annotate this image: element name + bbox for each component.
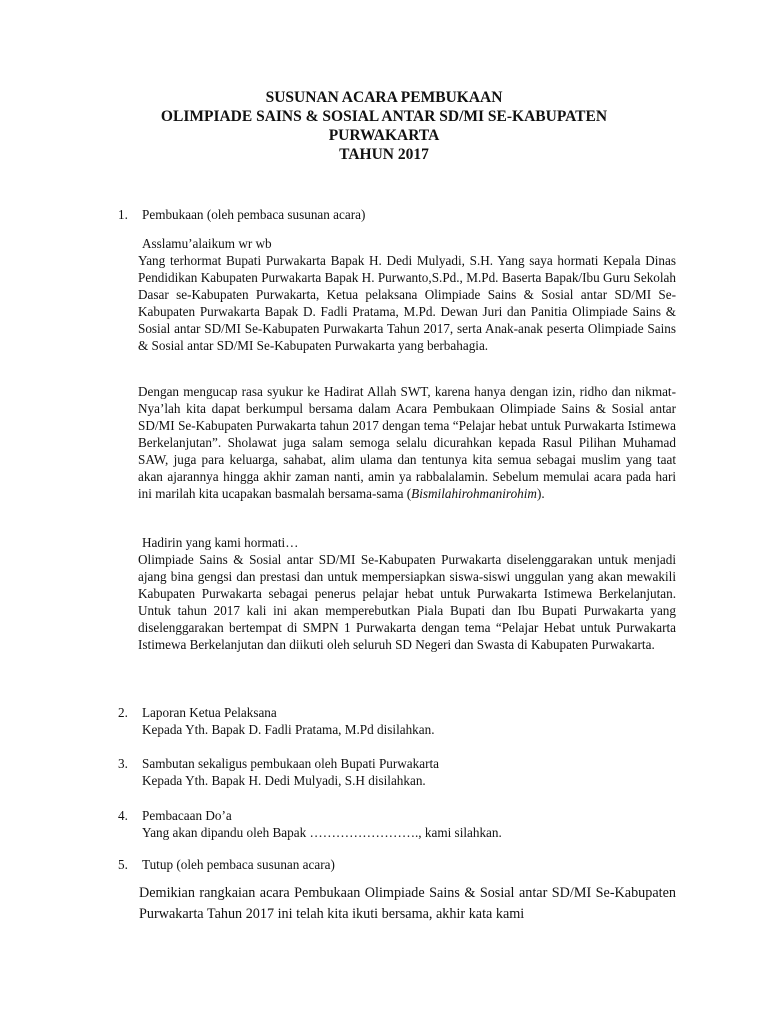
- paragraph-opening-text: Dengan mengucap rasa syukur ke Hadirat Allah SWT, karena hanya dengan izin, ridho dan nikmat-Nya’lah kita dapat berkumpul bersama dalam Acara Pembukaan Olimpiade Sains & Sosial antar SD/MI Se-Kabupaten Purwakarta tahun 2017 dengan tema “Pelajar hebat untuk Purwakarta Istimewa Berkelanjutan”. Sholawat juga salam semoga selalu dicurahkan kepada Rasul Pilihan Muhamad SAW, juga para keluarga, sahabat, alim ulama dan tentunya kita semua sebagai muslim yang taat akan ajarannya hingga akhir zaman nanti, amin ya rabbalalamin. Sebelum memulai acara pada hari ini marilah kita ucapakan basmalah bersama-sama (: [138, 384, 676, 501]
- title-line-4: TAHUN 2017: [339, 146, 429, 163]
- section-heading: Sambutan sekaligus pembukaan oleh Bupati Purwakarta: [142, 756, 440, 771]
- section-number: 1.: [118, 207, 128, 222]
- section-number: 5.: [118, 857, 128, 872]
- paragraph-description: Olimpiade Sains & Sosial antar SD/MI Se-Kabupaten Purwakarta diselenggarakan untuk menjadi ajang bina gengsi dan prestasi dan untuk mempersiapkan siswa-siswi unggulan yang akan mewakili Kabupaten Purwakarta sebagai penerus pelajar hebat untuk Purwakarta Istimewa Berkelanjutan. Untuk tahun 2017 kali ini akan memperebutkan Piala Bupati dan Ibu Bupati Purwakarta yang diselenggarakan bertempat di SMPN 1 Purwakarta dengan tema “Pelajar Hebat untuk Purwakarta Istimewa Berkelanjutan dan diikuti oleh seluruh SD Negeri dan Swasta di Kabupaten Purwakarta.: [138, 552, 676, 652]
- section-heading: Laporan Ketua Pelaksana: [142, 705, 277, 720]
- greeting: Asslamu’alaikum wr wb: [142, 236, 272, 251]
- section-number: 4.: [118, 808, 128, 823]
- document-title: [0, 88, 768, 164]
- section-number: 2.: [118, 705, 128, 720]
- address-line: Hadirin yang kami hormati…: [142, 535, 299, 550]
- title-line-3: PURWAKARTA: [328, 127, 440, 144]
- title-line-2: OLIMPIADE SAINS & SOSIAL ANTAR SD/MI SE-KABUPATEN: [160, 108, 608, 125]
- section-4-detail: Yang akan dipandu oleh Bapak ……………………., kami silahkan.: [142, 825, 502, 840]
- section-heading: Pembukaan (oleh pembaca susunan acara): [142, 207, 366, 222]
- section-heading: Pembacaan Do’a: [142, 808, 232, 823]
- section-number: 3.: [118, 756, 128, 771]
- paragraph-closing: Demikian rangkaian acara Pembukaan Olimpiade Sains & Sosial antar SD/MI Se-Kabupaten Purwakarta Tahun 2017 ini telah kita ikuti bersama, akhir kata kami: [139, 885, 676, 922]
- paragraph-opening: [138, 383, 676, 502]
- paragraph-salutation: Yang terhormat Bupati Purwakarta Bapak H. Dedi Mulyadi, S.H. Yang saya hormati Kepala Dinas Pendidikan Kabupaten Purwakarta Bapak H. Purwanto,S.Pd., M.Pd. Baserta Bapak/Ibu Guru Sekolah Dasar se-Kabupaten Purwakarta, Ketua pelaksana Olimpiade Sains & Sosial antar SD/MI Se-Kabupaten Purwakarta Bapak D. Fadli Pratama, M.Pd. Dewan Juri dan Panitia Olimpiade Sains & Sosial antar SD/MI Se-Kabupaten Purwakarta Tahun 2017, serta Anak-anak peserta Olimpiade Sains & Sosial antar SD/MI Se-Kabupaten Purwakarta yang berbahagia.: [138, 253, 676, 353]
- section-2-detail: Kepada Yth. Bapak D. Fadli Pratama, M.Pd disilahkan.: [142, 722, 435, 737]
- section-heading: Tutup (oleh pembaca susunan acara): [142, 857, 335, 872]
- paragraph-opening-italic: Bismilahirohmanirohim: [411, 486, 537, 501]
- title-line-1: SUSUNAN ACARA PEMBUKAAN: [265, 89, 503, 106]
- section-3-detail: Kepada Yth. Bapak H. Dedi Mulyadi, S.H disilahkan.: [142, 773, 426, 788]
- paragraph-opening-end: ).: [536, 486, 545, 501]
